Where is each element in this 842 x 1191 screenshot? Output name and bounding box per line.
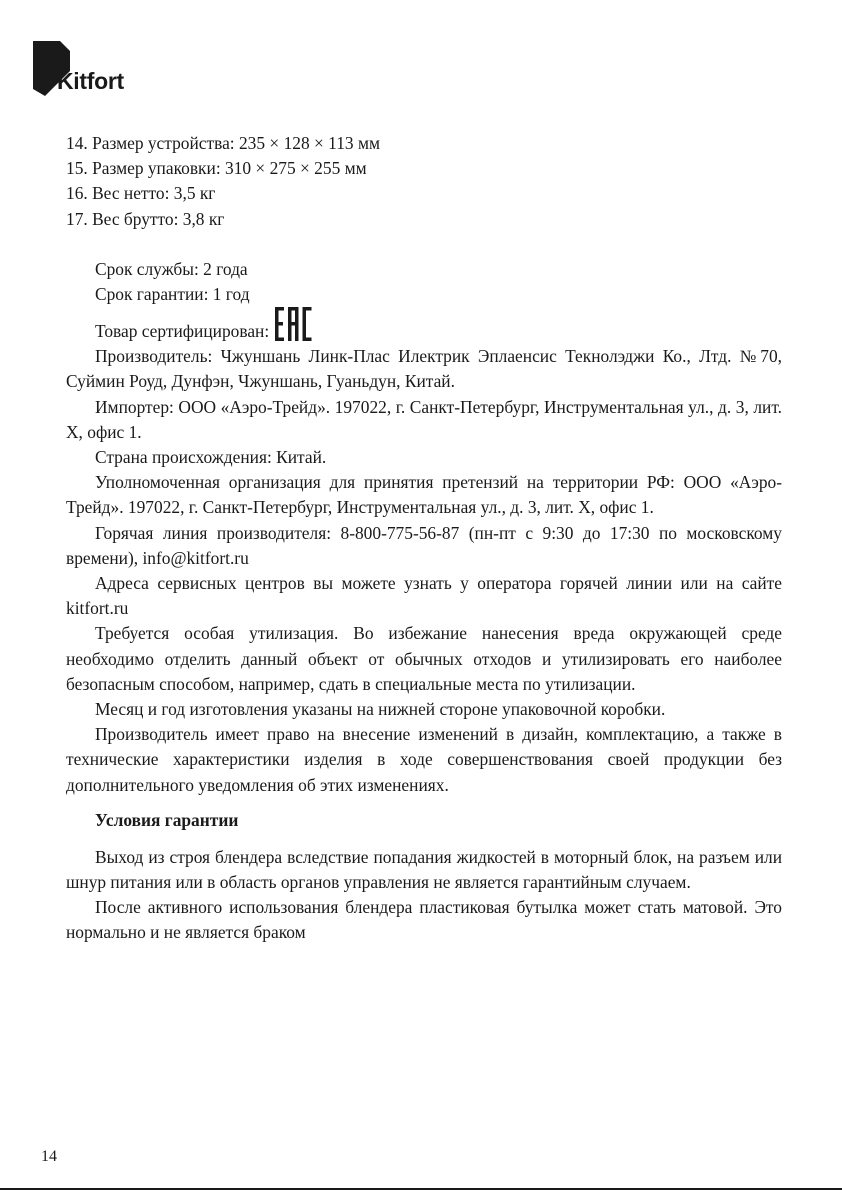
spec-item: 14. Размер устройства: 235 × 128 × 113 мм [66,133,380,153]
disposal-info: Требуется особая утилизация. Во избежание нанесения вреда окружающей среде необходимо отделить данный объект от обычных отходов и утилизировать его наиболее безопасным способом, например, сдать в специальные места по утилизации. [66,623,782,694]
warranty-paragraph: Выход из строя блендера вследствие попадания жидкостей в моторный блок, на разъем или шнур питания или в область органов управления не является гарантийным случаем. [66,846,782,893]
changes-notice: Производитель имеет право на внесение изменений в дизайн, комплектацию, а также в технические характеристики изделия в ходе совершенствования своей продукции без дополнительного уведомления об этих изменениях. [66,724,782,795]
warranty-period: Срок гарантии: 1 год [95,284,250,305]
spec-item: 17. Вес брутто: 3,8 кг [66,208,225,229]
page-number: 14 [41,1148,57,1165]
hotline-info: Горячая линия производителя: 8-800-775-56-87 (пн-пт с 9:30 до 17:30 по московскому времени), info@kitfort.ru [66,522,782,568]
certification-row [66,307,782,344]
service-life: Срок службы: 2 года [95,258,248,279]
spec-item: 16. Вес нетто: 3,5 кг [66,183,216,204]
eac-mark-icon [275,307,313,341]
importer-info: Импортер: ООО «Аэро-Трейд». 197022, г. Санкт-Петербург, Инструментальная ул., д. 3, лит. Х, офис 1. [66,396,782,442]
brand-name: Kitfort [57,68,124,94]
spec-item: 15. Размер упаковки: 310 × 275 × 255 мм [66,158,367,179]
page-bottom-rule [0,1188,842,1190]
warranty-paragraph: После активного использования блендера пластиковая бутылка может стать матовой. Это нормально и не является браком [66,897,782,943]
certified-label: Товар сертифицирован: [95,321,270,342]
document-body [66,131,782,946]
warranty-heading: Условия гарантии [95,809,239,830]
manufacture-date-info: Месяц и год изготовления указаны на нижней стороне упаковочной коробки. [95,699,666,720]
authorized-organization: Уполномоченная организация для принятия претензий на территории РФ: ООО «Аэро-Трейд». 197022, г. Санкт-Петербург, Инструментальная ул., д. 3, лит. Х, офис 1. [66,472,782,518]
manufacturer-info: Производитель: Чжуншань Линк-Плас Илектрик Эплаенсис Текнолэджи Ко., Лтд. №70, Суймин Роуд, Дунфэн, Чжуншань, Гуаньдун, Китай. [66,346,782,392]
service-centers-info: Адреса сервисных центров вы можете узнать у оператора горячей линии или на сайте kitfort.ru [66,573,782,619]
country-of-origin: Страна происхождения: Китай. [95,447,327,468]
